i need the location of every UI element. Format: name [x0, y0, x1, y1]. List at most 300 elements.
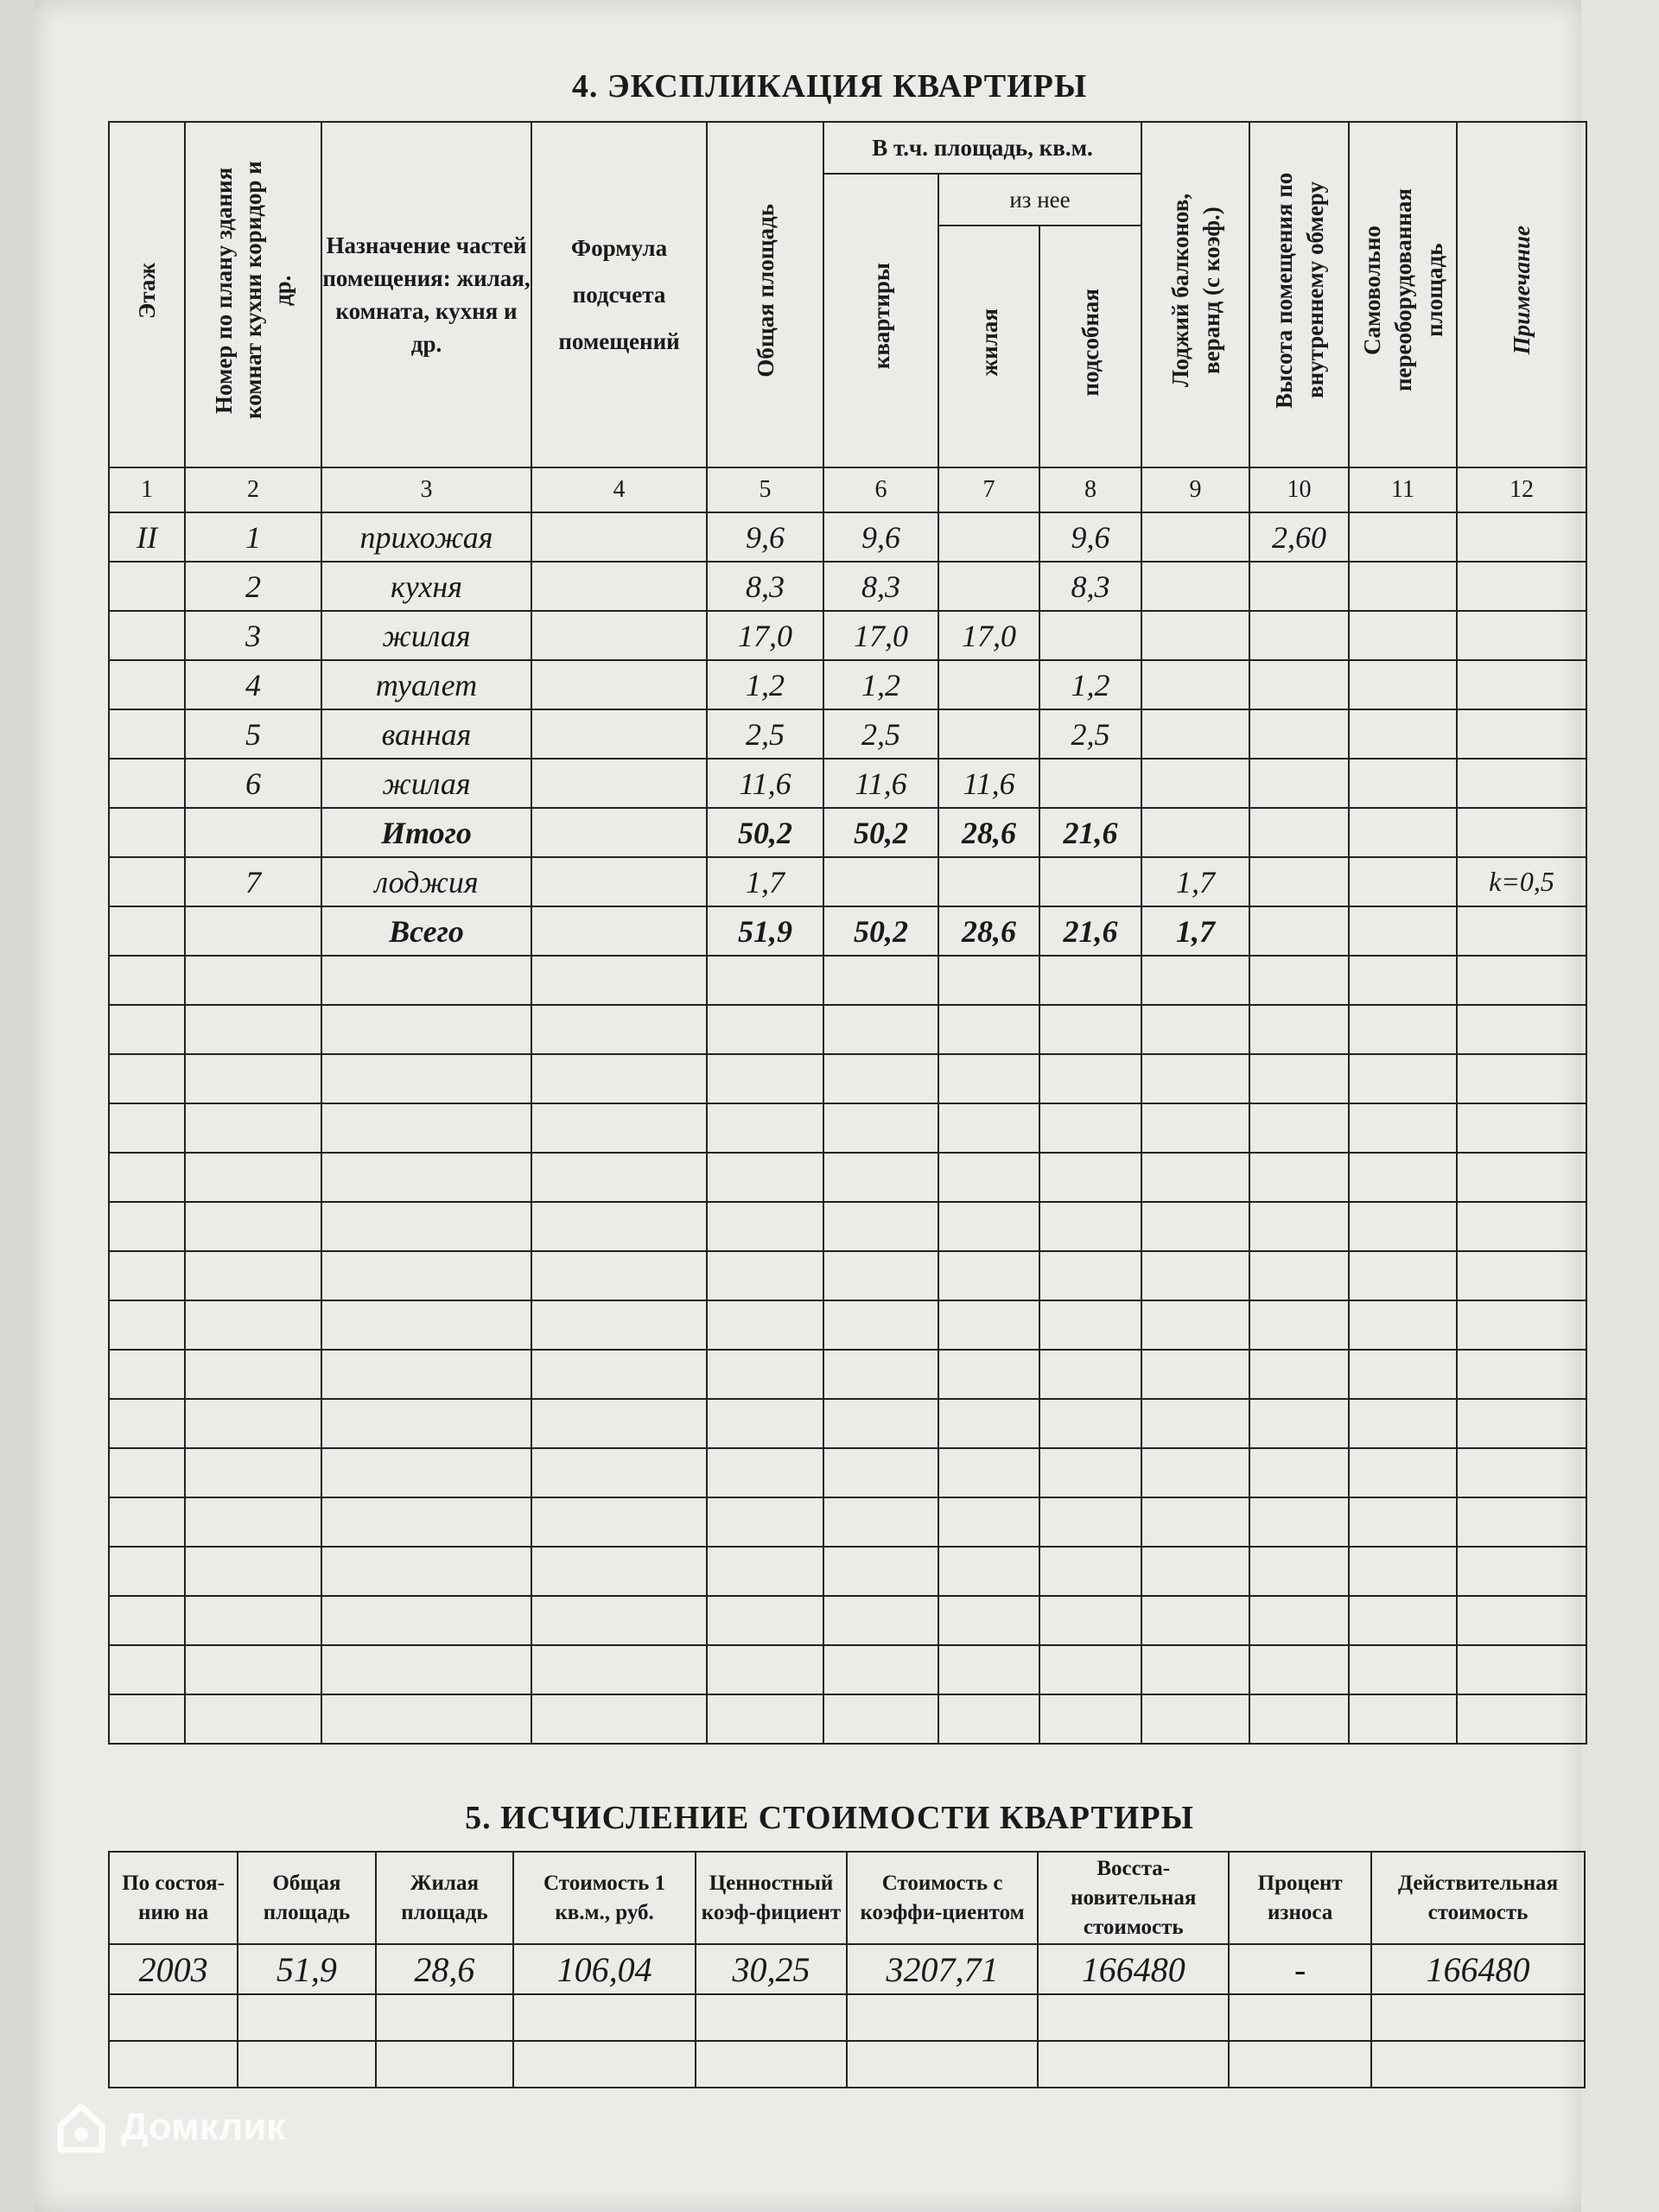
empty-cell	[707, 1153, 823, 1202]
cell-total: 50,2	[707, 808, 823, 857]
empty-cell	[1249, 1448, 1349, 1497]
empty-cell	[513, 1994, 696, 2041]
cell-no: 1	[185, 512, 321, 562]
empty-cell	[1457, 1645, 1586, 1694]
empty-cell	[1141, 956, 1249, 1005]
cell-floor: II	[109, 512, 185, 562]
empty-cell	[321, 1202, 531, 1251]
header-apartment: квартиры	[823, 174, 938, 467]
empty-cell	[938, 1005, 1039, 1054]
empty-cell	[1371, 2041, 1585, 2088]
table-row	[109, 611, 1586, 660]
column-number: 10	[1249, 467, 1349, 512]
cell-loggia	[1141, 808, 1249, 857]
cell-self	[1349, 512, 1457, 562]
empty-cell	[1457, 1300, 1586, 1350]
empty-cell	[531, 1547, 707, 1596]
cell-aux: 2,5	[1039, 709, 1141, 759]
cell-living	[938, 660, 1039, 709]
empty-row	[109, 1448, 1586, 1497]
cell-apt: 11,6	[823, 759, 938, 808]
empty-cell	[847, 1994, 1038, 2041]
empty-cell	[696, 2041, 847, 2088]
empty-cell	[185, 1694, 321, 1744]
cost-row	[109, 1944, 1585, 1994]
cell-apt: 50,2	[823, 906, 938, 956]
empty-cell	[321, 1694, 531, 1744]
cell-total: 1,7	[707, 857, 823, 906]
cell-formula	[531, 512, 707, 562]
empty-cell	[1039, 1251, 1141, 1300]
cell-living: 11,6	[938, 759, 1039, 808]
empty-cell	[109, 1103, 185, 1153]
empty-cell	[938, 1497, 1039, 1547]
cell-formula	[531, 709, 707, 759]
cell-self	[1349, 857, 1457, 906]
cell-loggia: 1,7	[1141, 906, 1249, 956]
empty-cell	[823, 1054, 938, 1103]
table-row	[109, 759, 1586, 808]
empty-cell	[1249, 1596, 1349, 1645]
empty-cell	[823, 1694, 938, 1744]
empty-cell	[531, 1103, 707, 1153]
empty-row	[109, 1350, 1586, 1399]
empty-cell	[321, 1300, 531, 1350]
cost-header: Стоимость 1 кв.м., руб.	[513, 1852, 696, 1944]
header-floor: Этаж	[109, 122, 185, 467]
cell-total: 11,6	[707, 759, 823, 808]
cell-formula	[531, 759, 707, 808]
cost-header: Ценностный коэф-фициент	[696, 1852, 847, 1944]
empty-cell	[1349, 1694, 1457, 1744]
empty-cell	[707, 1005, 823, 1054]
column-number: 3	[321, 467, 531, 512]
cell-total: 17,0	[707, 611, 823, 660]
empty-cell	[185, 1448, 321, 1497]
cell-living: 28,6	[938, 906, 1039, 956]
empty-row	[109, 1202, 1586, 1251]
empty-cell	[938, 1300, 1039, 1350]
empty-cell	[1349, 1103, 1457, 1153]
cost-cell: -	[1229, 1944, 1371, 1994]
domclick-watermark	[54, 2100, 285, 2155]
empty-cell	[1457, 1153, 1586, 1202]
cell-living	[938, 709, 1039, 759]
empty-cell	[185, 1054, 321, 1103]
cell-self	[1349, 611, 1457, 660]
empty-row	[109, 1497, 1586, 1547]
empty-cell	[185, 1350, 321, 1399]
empty-cell	[1141, 1448, 1249, 1497]
cell-height	[1249, 808, 1349, 857]
column-number: 9	[1141, 467, 1249, 512]
cell-self	[1349, 660, 1457, 709]
column-number: 12	[1457, 467, 1586, 512]
empty-cell	[823, 1202, 938, 1251]
empty-cell	[321, 1497, 531, 1547]
empty-cell	[1349, 1054, 1457, 1103]
cell-aux: 9,6	[1039, 512, 1141, 562]
empty-cell	[1141, 1103, 1249, 1153]
empty-cell	[823, 1448, 938, 1497]
cell-loggia	[1141, 611, 1249, 660]
header-height: Высота помещения по внутреннему обмеру	[1249, 122, 1349, 467]
empty-cell	[1349, 1350, 1457, 1399]
empty-cell	[1039, 1202, 1141, 1251]
empty-cell	[531, 1153, 707, 1202]
empty-cell	[1141, 1251, 1249, 1300]
header-formula: Формула подсчета помещений	[531, 122, 707, 467]
empty-cell	[109, 1251, 185, 1300]
empty-cell	[1039, 1694, 1141, 1744]
empty-cell	[1039, 1005, 1141, 1054]
cost-header: Процент износа	[1229, 1852, 1371, 1944]
house-logo-icon	[54, 2100, 109, 2155]
cell-formula	[531, 857, 707, 906]
page-edge	[1581, 0, 1659, 2212]
column-number: 5	[707, 467, 823, 512]
empty-cell	[321, 1153, 531, 1202]
cell-floor	[109, 906, 185, 956]
cell-note	[1457, 808, 1586, 857]
cell-self	[1349, 562, 1457, 611]
cost-header: Действительная стоимость	[1371, 1852, 1585, 1944]
empty-cell	[531, 1645, 707, 1694]
empty-cell	[1039, 1399, 1141, 1448]
cell-floor	[109, 611, 185, 660]
cell-self	[1349, 906, 1457, 956]
cell-apt: 8,3	[823, 562, 938, 611]
cell-formula	[531, 660, 707, 709]
empty-cell	[185, 1399, 321, 1448]
cell-purpose: кухня	[321, 562, 531, 611]
empty-row	[109, 1694, 1586, 1744]
empty-cell	[938, 1350, 1039, 1399]
empty-cell	[1349, 1596, 1457, 1645]
cell-height	[1249, 660, 1349, 709]
empty-cell	[1039, 1497, 1141, 1547]
empty-cell	[823, 1645, 938, 1694]
cell-note: k=0,5	[1457, 857, 1586, 906]
cell-height	[1249, 611, 1349, 660]
empty-row	[109, 1547, 1586, 1596]
cell-loggia: 1,7	[1141, 857, 1249, 906]
empty-cell	[1229, 1994, 1371, 2041]
empty-cell	[531, 1202, 707, 1251]
empty-cell	[707, 1547, 823, 1596]
cell-aux: 8,3	[1039, 562, 1141, 611]
cost-header: По состоя-нию на	[109, 1852, 238, 1944]
empty-cell	[321, 1054, 531, 1103]
empty-cell	[1457, 1694, 1586, 1744]
empty-cell	[1039, 1054, 1141, 1103]
empty-cell	[321, 1005, 531, 1054]
empty-cell	[1249, 1547, 1349, 1596]
cell-height: 2,60	[1249, 512, 1349, 562]
cell-no: 2	[185, 562, 321, 611]
empty-cell	[938, 956, 1039, 1005]
empty-cell	[1457, 1596, 1586, 1645]
empty-cell	[1038, 1994, 1229, 2041]
header-purpose: Назначение частей помещения: жилая, комната, кухня и др.	[321, 122, 531, 467]
cell-note	[1457, 709, 1586, 759]
section-5-title: 5. ИСЧИСЛЕНИЕ СТОИМОСТИ КВАРТИРЫ	[465, 1800, 1194, 1836]
empty-row	[109, 1054, 1586, 1103]
cell-aux	[1039, 611, 1141, 660]
header-living: жилая	[938, 226, 1039, 467]
column-number: 2	[185, 467, 321, 512]
cell-no	[185, 808, 321, 857]
empty-cell	[1039, 1300, 1141, 1350]
cost-header: Общая площадь	[238, 1852, 375, 1944]
cell-apt: 2,5	[823, 709, 938, 759]
empty-cell	[938, 1202, 1039, 1251]
empty-cell	[1141, 1300, 1249, 1350]
empty-cell	[185, 1153, 321, 1202]
cell-loggia	[1141, 660, 1249, 709]
empty-row	[109, 1153, 1586, 1202]
cell-apt: 9,6	[823, 512, 938, 562]
cost-cell: 2003	[109, 1944, 238, 1994]
empty-cell	[1349, 1005, 1457, 1054]
header-total-area: Общая площадь	[707, 122, 823, 467]
empty-cell	[1457, 1103, 1586, 1153]
empty-cell	[531, 1054, 707, 1103]
empty-cell	[707, 1103, 823, 1153]
empty-cell	[531, 1694, 707, 1744]
empty-cell	[1349, 1300, 1457, 1350]
empty-cell	[513, 2041, 696, 2088]
empty-cell	[109, 1645, 185, 1694]
empty-cell	[1249, 1497, 1349, 1547]
empty-cell	[109, 1005, 185, 1054]
empty-cell	[1457, 1202, 1586, 1251]
empty-cell	[1039, 1547, 1141, 1596]
cell-living: 17,0	[938, 611, 1039, 660]
cell-formula	[531, 611, 707, 660]
cell-floor	[109, 808, 185, 857]
empty-cell	[109, 1994, 238, 2041]
empty-cell	[707, 1645, 823, 1694]
empty-cell	[109, 1596, 185, 1645]
empty-row	[109, 1596, 1586, 1645]
empty-cell	[1249, 1694, 1349, 1744]
table-row	[109, 562, 1586, 611]
cell-purpose: Итого	[321, 808, 531, 857]
cell-no: 3	[185, 611, 321, 660]
empty-row	[109, 956, 1586, 1005]
empty-cell	[1457, 1054, 1586, 1103]
empty-row	[109, 1251, 1586, 1300]
empty-cell	[823, 1005, 938, 1054]
cell-note	[1457, 512, 1586, 562]
cell-height	[1249, 759, 1349, 808]
empty-cell	[1249, 1005, 1349, 1054]
table-row	[109, 512, 1586, 562]
empty-cell	[185, 1103, 321, 1153]
cell-no	[185, 906, 321, 956]
empty-cell	[707, 1448, 823, 1497]
cost-table	[108, 1851, 1586, 2088]
table-row	[109, 709, 1586, 759]
cell-no: 4	[185, 660, 321, 709]
cost-cell: 3207,71	[847, 1944, 1038, 1994]
empty-cell	[1039, 956, 1141, 1005]
empty-cell	[707, 1300, 823, 1350]
empty-cell	[109, 1399, 185, 1448]
empty-cell	[696, 1994, 847, 2041]
empty-cell	[185, 1596, 321, 1645]
cell-purpose: туалет	[321, 660, 531, 709]
empty-cell	[1249, 1645, 1349, 1694]
empty-cell	[321, 1547, 531, 1596]
cell-apt: 17,0	[823, 611, 938, 660]
cost-header-row	[109, 1852, 1585, 1944]
cost-cell: 166480	[1371, 1944, 1585, 1994]
empty-cell	[321, 1448, 531, 1497]
empty-cell	[531, 1596, 707, 1645]
cell-note	[1457, 660, 1586, 709]
empty-cell	[1141, 1694, 1249, 1744]
empty-cell	[823, 1103, 938, 1153]
watermark-text: Домклик	[121, 2106, 286, 2148]
empty-cell	[707, 1497, 823, 1547]
cell-note	[1457, 906, 1586, 956]
empty-cell	[1141, 1497, 1249, 1547]
cell-height	[1249, 709, 1349, 759]
empty-cell	[1349, 1153, 1457, 1202]
empty-cell	[1141, 1645, 1249, 1694]
cell-loggia	[1141, 759, 1249, 808]
cost-cell: 28,6	[376, 1944, 513, 1994]
cell-living	[938, 562, 1039, 611]
cell-note	[1457, 611, 1586, 660]
empty-cell	[1249, 1054, 1349, 1103]
empty-cell	[938, 1596, 1039, 1645]
cell-floor	[109, 562, 185, 611]
empty-cell	[1457, 1497, 1586, 1547]
cost-header: Восста-новительная стоимость	[1038, 1852, 1229, 1944]
empty-cell	[321, 1350, 531, 1399]
empty-cell	[707, 1350, 823, 1399]
cell-note	[1457, 562, 1586, 611]
cell-aux	[1039, 759, 1141, 808]
empty-cell	[707, 1054, 823, 1103]
empty-cell	[1141, 1153, 1249, 1202]
cell-height	[1249, 857, 1349, 906]
cell-aux: 1,2	[1039, 660, 1141, 709]
empty-cell	[823, 1300, 938, 1350]
empty-cell	[109, 1300, 185, 1350]
header-auxiliary: подсобная	[1039, 226, 1141, 467]
cell-formula	[531, 562, 707, 611]
cell-floor	[109, 660, 185, 709]
empty-cell	[109, 1448, 185, 1497]
cell-aux: 21,6	[1039, 808, 1141, 857]
empty-row	[109, 1645, 1586, 1694]
empty-cell	[185, 1645, 321, 1694]
empty-cell	[938, 1103, 1039, 1153]
cell-loggia	[1141, 562, 1249, 611]
empty-cell	[321, 1251, 531, 1300]
empty-cell	[1349, 1497, 1457, 1547]
empty-row	[109, 1300, 1586, 1350]
header-incl-area: В т.ч. площадь, кв.м.	[823, 122, 1141, 174]
empty-cell	[109, 1350, 185, 1399]
cell-apt: 1,2	[823, 660, 938, 709]
empty-cell	[938, 1153, 1039, 1202]
empty-cell	[185, 1202, 321, 1251]
cell-living: 28,6	[938, 808, 1039, 857]
cost-header: Стоимость с коэффи-циентом	[847, 1852, 1038, 1944]
empty-cell	[823, 1547, 938, 1596]
empty-cell	[1371, 1994, 1585, 2041]
empty-cell	[321, 1103, 531, 1153]
cell-floor	[109, 709, 185, 759]
empty-cell	[938, 1251, 1039, 1300]
cell-apt: 50,2	[823, 808, 938, 857]
cell-total: 1,2	[707, 660, 823, 709]
empty-cell	[531, 1350, 707, 1399]
empty-cell	[531, 1448, 707, 1497]
cost-cell: 106,04	[513, 1944, 696, 1994]
header-self-rebuilt: Самовольно переоборудованная площадь	[1349, 122, 1457, 467]
column-numbers-row	[109, 467, 1586, 512]
empty-cell	[823, 956, 938, 1005]
empty-cell	[185, 1251, 321, 1300]
empty-cell	[823, 1350, 938, 1399]
table-row	[109, 906, 1586, 956]
table-row	[109, 808, 1586, 857]
empty-cell	[707, 1399, 823, 1448]
cost-header: Жилая площадь	[376, 1852, 513, 1944]
empty-cell	[1249, 1300, 1349, 1350]
cell-formula	[531, 906, 707, 956]
empty-cell	[185, 1497, 321, 1547]
empty-cell	[109, 1547, 185, 1596]
empty-cell	[185, 1005, 321, 1054]
empty-cell	[321, 956, 531, 1005]
empty-cell	[1249, 1153, 1349, 1202]
empty-cell	[321, 1399, 531, 1448]
empty-cell	[823, 1251, 938, 1300]
empty-cell	[938, 1448, 1039, 1497]
cell-living	[938, 512, 1039, 562]
empty-cell	[938, 1399, 1039, 1448]
empty-cell	[1141, 1202, 1249, 1251]
cost-cell: 166480	[1038, 1944, 1229, 1994]
cell-height	[1249, 906, 1349, 956]
empty-cell	[1249, 956, 1349, 1005]
empty-cell	[1349, 1251, 1457, 1300]
empty-cell	[1349, 1399, 1457, 1448]
cell-height	[1249, 562, 1349, 611]
empty-cell	[1039, 1350, 1141, 1399]
empty-cell	[1457, 1005, 1586, 1054]
empty-cell	[1039, 1103, 1141, 1153]
empty-cell	[1249, 1399, 1349, 1448]
empty-cell	[823, 1497, 938, 1547]
empty-cell	[1141, 1596, 1249, 1645]
cell-purpose: ванная	[321, 709, 531, 759]
empty-cell	[531, 1497, 707, 1547]
empty-cell	[1249, 1202, 1349, 1251]
empty-cell	[109, 2041, 238, 2088]
empty-cell	[1039, 1153, 1141, 1202]
empty-cell	[376, 1994, 513, 2041]
empty-cell	[531, 1005, 707, 1054]
empty-cell	[1349, 1448, 1457, 1497]
